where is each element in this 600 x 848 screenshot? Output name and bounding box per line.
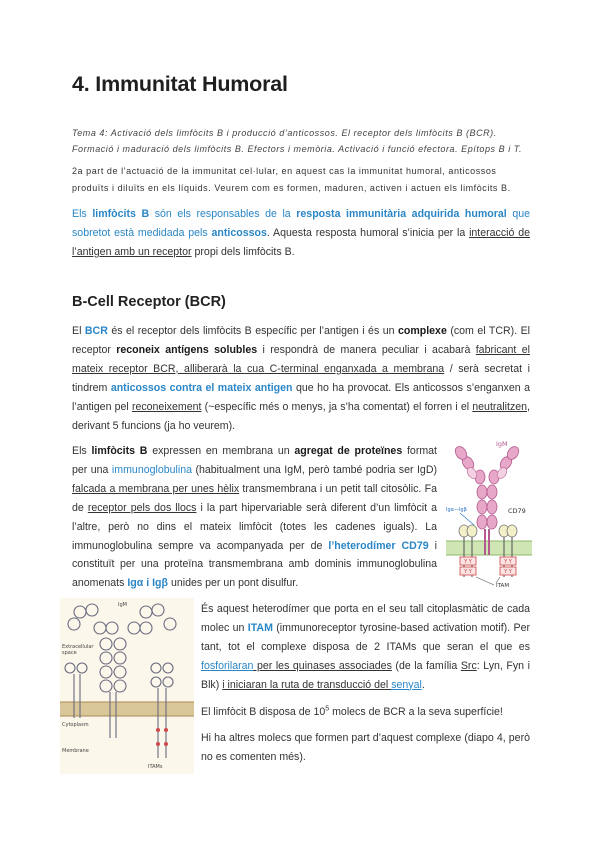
topic-line-1: Tema 4: Activació dels limfòcits B i producció d’anticossos. El receptor dels limfòcits B (BCR).	[72, 128, 497, 138]
igm-molecule	[453, 444, 521, 529]
igm-label: IgM	[496, 440, 508, 448]
paragraph-other-molecules: Hi ha altres molecs que formen part d’aquest complexe (diapo 4, però no es comenten més).	[201, 732, 530, 763]
intro-line-1: 2a part de l’actuació de la immunitat cel·lular, en aquest cas la immunitat humoral, anticossos	[72, 166, 497, 176]
intro-line-2: produïts i diluïts en els líquids. Veurem com es formen, maduren, activen i actuen els limfòcits B.	[72, 183, 511, 193]
bcr-structure-illustration	[60, 598, 194, 774]
itam-label: ITAM	[496, 583, 510, 589]
svg-text:Y Y: Y Y	[464, 569, 472, 575]
section-title: B-Cell Receptor (BCR)	[72, 294, 226, 310]
itams-label: ITAMs	[148, 764, 163, 770]
paragraph-bcr-count: El limfòcit B disposa de $10^5$ molecs de BCR a la seva superfície!	[201, 705, 503, 718]
page-title: 4. Immunitat Humoral	[72, 72, 288, 96]
bcr-complex-diagram	[446, 437, 532, 595]
membrane-label: Membrane	[62, 748, 89, 754]
paragraph-itam: És aquest heterodímer que porta en el seu tall citoplasmàtic de cada molec un ITAM (immunoreceptor tyrosine-based activation motif). Per tant, tot el complexe disposa de 2 ITAMs que seran el que es fosforilaran per les quinases associades (de la família Src: Lyn, Fyn i Blk) i iniciaran la ruta de transducció del senyal.	[201, 603, 530, 691]
cd79-label: CD79	[508, 507, 526, 515]
space-label: space	[62, 650, 77, 656]
extracellular-label: Extracellular	[62, 644, 94, 650]
iga-igb-label: Igα—Igβ	[446, 507, 467, 513]
svg-text:Y Y: Y Y	[464, 559, 472, 565]
paragraph-bcr: El BCR és el receptor dels limfòcits B específic per l’antigen i és un complexe (com el TCR). El receptor reconeix antígens solubles i respondrà de manera peculiar i acabarà fabricant el mateix receptor BCR, alliberarà la cua C-terminal enganxada a membrana / serà secretat i tindrem anticossos contra el mateix antigen que ho ha provocat. Els anticossos s’enganxen a l’antigen pel reconeixement (~específic més o menys, ja s’ha comentat) el forren i el neutralitzen, derivant 5 funcions (ja ho veurem).	[72, 325, 530, 432]
topic-line-2: Formació i maduració dels limfòcits B. Efectors i memòria. Activació i funció efectora. Epítops B i T.	[72, 144, 523, 154]
fig2-igm-label: IgM	[118, 602, 127, 608]
svg-text:Y Y: Y Y	[504, 559, 512, 565]
paragraph-membrane-ig: Els limfòcits B expressen en membrana un agregat de proteïnes format per una immunoglobulina (habitualment una IgM, però també podria ser IgD) falcada a membrana per unes hèlix transmembrana i un petit tall citosòlic. Fa de receptor pels dos llocs i la part hipervariable serà diferent d’un limfòcit a l’altre, però no dins el mateix limfòcit (totes les cadenes iguals). La immunoglobulina sempre va acompanyada per de l’heterodímer CD79 i constituït per una proteïna transmembrana amb dominis immunoglobulina anomenats Igα i Igβ unides per un pont disulfur.	[72, 445, 438, 590]
paragraph-intro-bcells: Els limfòcits B són els responsables de la resposta immunitària adquirida humoral que sobretot està medidada pels anticossos. Aquesta resposta humoral s’inicia per la interacció de l’antigen amb un receptor propi dels limfòcits B.	[72, 208, 530, 258]
cytoplasm-label: Cytoplasm	[62, 722, 89, 728]
svg-text:Y Y: Y Y	[504, 569, 512, 575]
